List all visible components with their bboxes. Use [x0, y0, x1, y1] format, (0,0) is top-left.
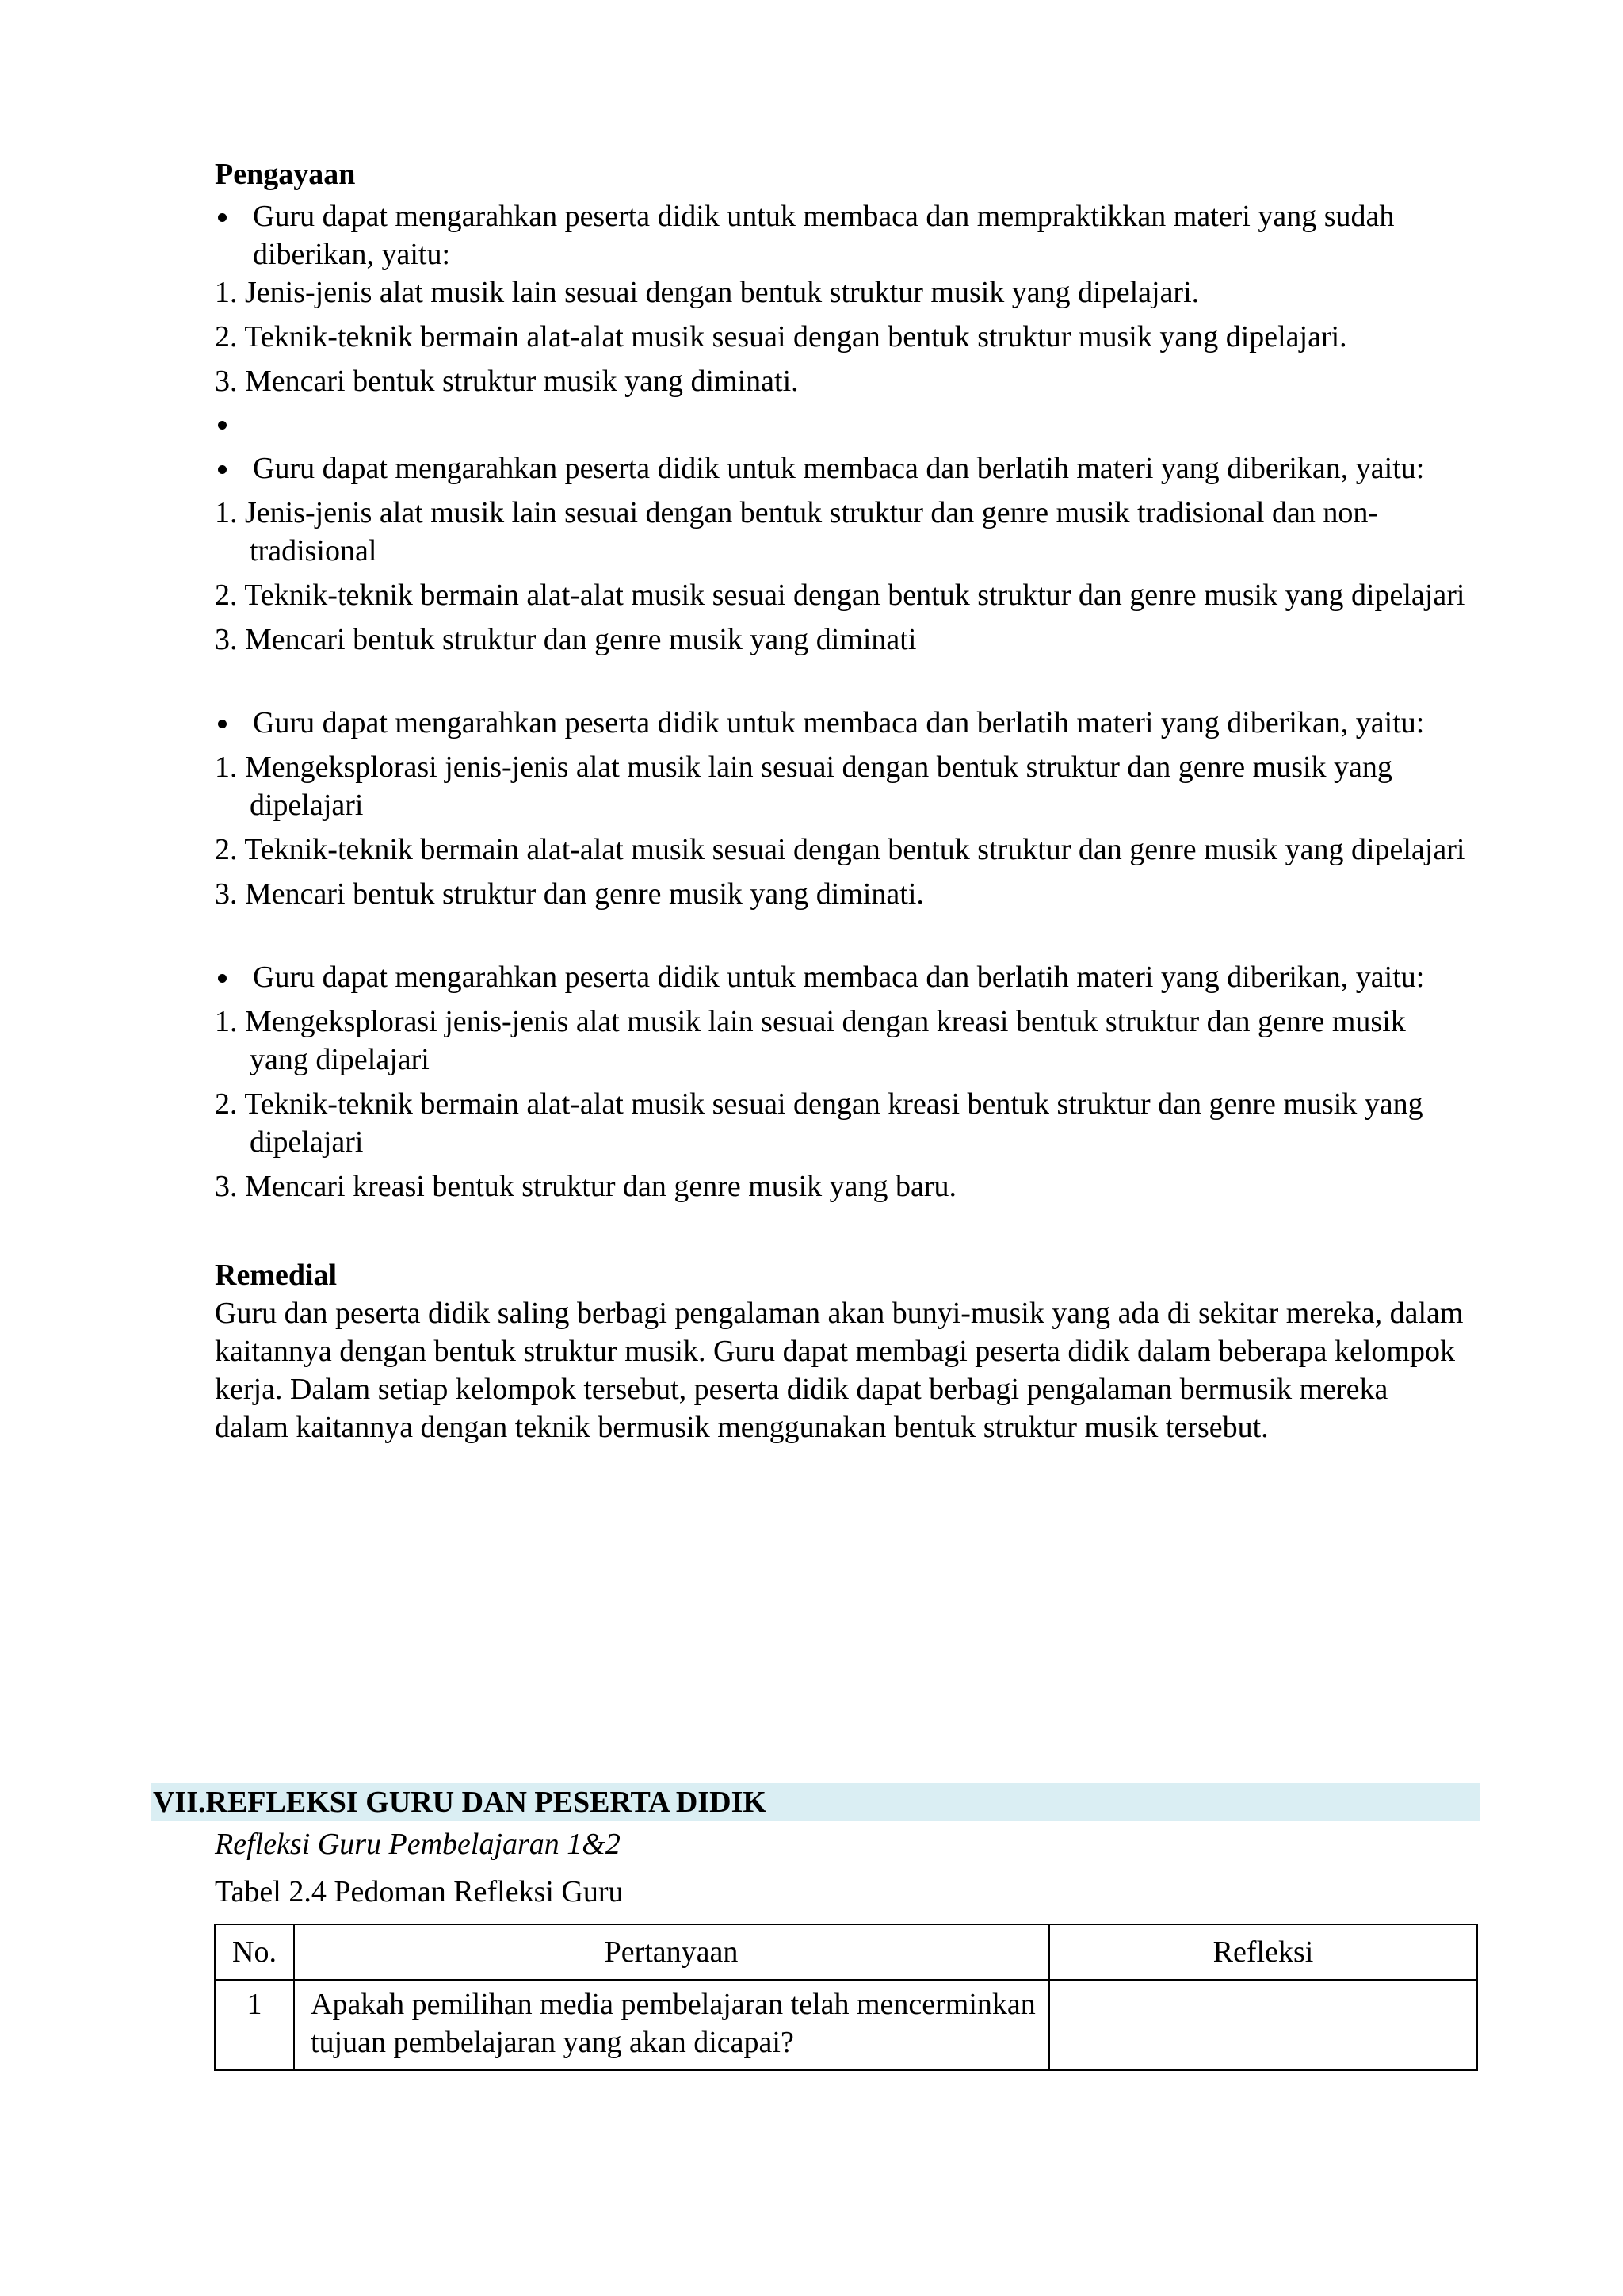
- bullet-dot-icon: [218, 465, 227, 474]
- numbered-item: 2. Teknik-teknik bermain alat-alat musik sesuai dengan bentuk struktur dan genre musik yang dipelajari: [215, 579, 1465, 612]
- numbered-item: 2. Teknik-teknik bermain alat-alat musik sesuai dengan kreasi bentuk struktur dan genre musik yang dipelajari: [215, 1087, 1423, 1159]
- cell-refleksi[interactable]: [1049, 1980, 1477, 2070]
- cell-no: 1: [215, 1980, 294, 2070]
- numbered-item: 1. Mengeksplorasi jenis-jenis alat musik lain sesuai dengan bentuk struktur dan genre musik yang dipelajari: [215, 751, 1392, 822]
- pengayaan-group-4: [215, 958, 1467, 1205]
- bullet-item: [215, 197, 1467, 273]
- spacer: [215, 913, 1467, 954]
- bullet-text: Guru dapat mengarahkan peserta didik untuk membaca dan berlatih materi yang diberikan, yaitu:: [253, 706, 1425, 739]
- reflection-table: [214, 1924, 1478, 2071]
- bullet-dot-icon: [218, 421, 227, 430]
- pengayaan-group-3: [215, 704, 1467, 913]
- pengayaan-group-1: [215, 197, 1467, 400]
- table-row: [215, 1980, 1477, 2070]
- cell-pertanyaan: Apakah pemilihan media pembelajaran telah mencerminkan tujuan pembelajaran yang akan dicapai?: [294, 1980, 1049, 2070]
- bullet-dot-icon: [218, 974, 227, 983]
- remedial-paragraph: Guru dan peserta didik saling berbagi pengalaman akan bunyi-musik yang ada di sekitar mereka, dalam kaitannya dengan bentuk struktur musik. Guru dapat membagi peserta didik dalam beberapa kelompok kerja. Dalam setiap kelompok tersebut, peserta didik dapat berbagi pengalaman bermusik mereka dalam kaitannya dengan teknik bermusik menggunakan bentuk struktur musik tersebut.: [215, 1297, 1464, 1444]
- numbered-item: 3. Mencari bentuk struktur dan genre musik yang diminati.: [215, 877, 924, 911]
- numbered-item: 1. Jenis-jenis alat musik lain sesuai dengan bentuk struktur dan genre musik tradisional dan non-tradisional: [215, 496, 1378, 567]
- content-column: [215, 155, 1467, 1446]
- empty-bullet-item: [215, 405, 1467, 443]
- table-header-row: [215, 1924, 1477, 1980]
- column-header-refleksi: Refleksi: [1049, 1924, 1477, 1980]
- numbered-item: 3. Mencari bentuk struktur dan genre musik yang diminati: [215, 623, 917, 656]
- numbered-item: 1. Jenis-jenis alat musik lain sesuai dengan bentuk struktur musik yang dipelajari.: [215, 276, 1200, 309]
- numbered-item: 3. Mencari bentuk struktur musik yang diminati.: [215, 365, 799, 398]
- bullet-dot-icon: [218, 720, 227, 728]
- column-header-no: No.: [215, 1924, 294, 1980]
- bullet-text: Guru dapat mengarahkan peserta didik untuk membaca dan mempraktikkan materi yang sudah diberikan, yaitu:: [253, 200, 1395, 271]
- pengayaan-group-2: [215, 449, 1467, 659]
- section-subtitle: Refleksi Guru Pembelajaran 1&2: [215, 1828, 621, 1861]
- section-title: VII.REFLEKSI GURU DAN PESERTA DIDIK: [153, 1786, 766, 1819]
- numbered-item: 3. Mencari kreasi bentuk struktur dan genre musik yang baru.: [215, 1170, 957, 1203]
- bullet-item: [215, 704, 1467, 742]
- remedial-heading: Remedial: [215, 1259, 338, 1292]
- numbered-item: 1. Mengeksplorasi jenis-jenis alat musik lain sesuai dengan kreasi bentuk struktur dan genre musik yang dipelajari: [215, 1005, 1406, 1076]
- pengayaan-heading: Pengayaan: [215, 158, 356, 191]
- spacer: [215, 1205, 1467, 1256]
- numbered-item: 2. Teknik-teknik bermain alat-alat musik sesuai dengan bentuk struktur musik yang dipelajari.: [215, 320, 1347, 353]
- bullet-item: [215, 449, 1467, 487]
- bullet-text: Guru dapat mengarahkan peserta didik untuk membaca dan berlatih materi yang diberikan, yaitu:: [253, 452, 1425, 485]
- column-header-pertanyaan: Pertanyaan: [294, 1924, 1049, 1980]
- bullet-dot-icon: [218, 213, 227, 222]
- bullet-item: [215, 958, 1467, 996]
- spacer: [215, 659, 1467, 700]
- bullet-text: Guru dapat mengarahkan peserta didik untuk membaca dan berlatih materi yang diberikan, yaitu:: [253, 961, 1425, 994]
- table-caption: Tabel 2.4 Pedoman Refleksi Guru: [215, 1875, 624, 1908]
- numbered-item: 2. Teknik-teknik bermain alat-alat musik sesuai dengan bentuk struktur dan genre musik yang dipelajari: [215, 833, 1465, 866]
